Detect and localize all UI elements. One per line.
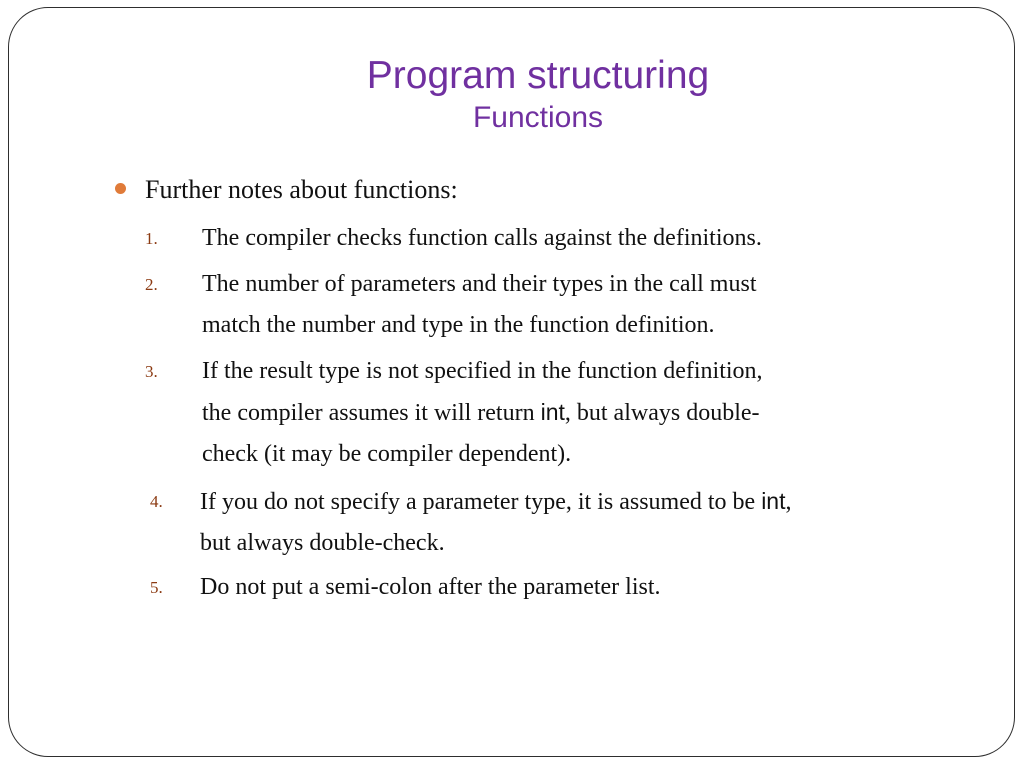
- list-line: [200, 481, 791, 523]
- list-line: Do not put a semi-colon after the parameter list.: [200, 574, 661, 600]
- list-text: [202, 218, 762, 259]
- bullet-dot-icon: [115, 183, 126, 194]
- list-line: The compiler checks function calls against the definitions.: [202, 225, 762, 251]
- title-block: [0, 52, 1024, 136]
- list-text: [202, 351, 763, 475]
- code-keyword: int: [540, 399, 565, 425]
- list-line: The number of parameters and their types in the call must: [202, 271, 757, 297]
- list-line: check (it may be compiler dependent).: [202, 441, 572, 467]
- list-text: [200, 481, 791, 564]
- list-number: 3.: [145, 362, 158, 381]
- list-line-part: ,: [785, 489, 792, 515]
- list-line: but always double-check.: [200, 530, 445, 556]
- slide-subtitle: Functions: [472, 101, 604, 134]
- list-text: [200, 567, 661, 608]
- list-line-part: If you do not specify a parameter type, it is assumed to be: [200, 489, 762, 515]
- list-line-part: the compiler assumes it will return: [202, 400, 541, 426]
- bullet-text: Further notes about functions:: [145, 175, 458, 204]
- list-line: [202, 392, 763, 434]
- list-number: 2.: [145, 275, 158, 294]
- list-number: 5.: [150, 578, 163, 597]
- code-keyword: int: [761, 488, 786, 514]
- slide-title: Program structuring: [366, 54, 710, 97]
- list-line-part: , but always double-: [564, 400, 760, 426]
- list-line: If the result type is not specified in the function definition,: [202, 358, 763, 384]
- list-text: [202, 264, 756, 346]
- list-number: 1.: [145, 229, 158, 248]
- list-number: 4.: [150, 492, 163, 511]
- list-line: match the number and type in the function definition.: [202, 312, 715, 338]
